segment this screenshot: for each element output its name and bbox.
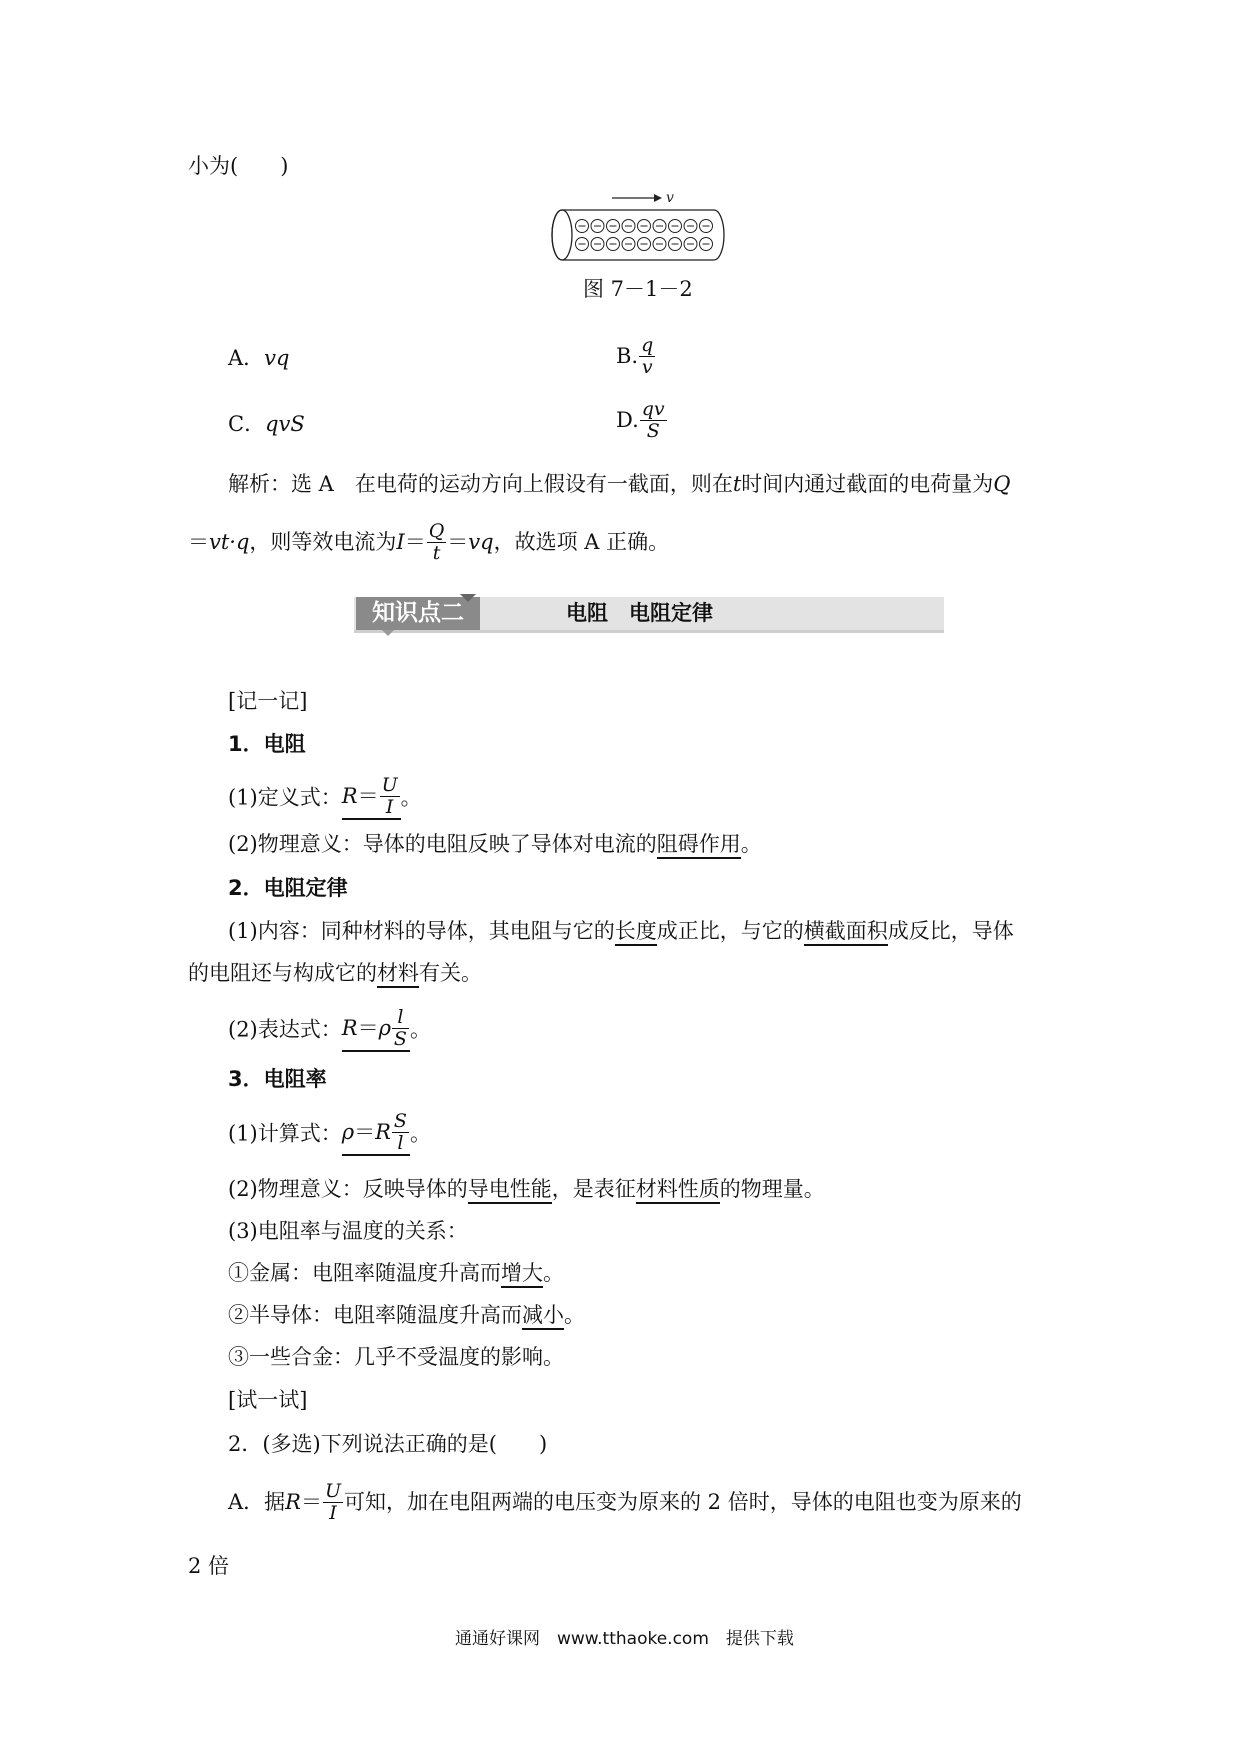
option-b-fraction: $\frac{q}{v}$ <box>641 334 654 378</box>
heading-resistance: 1．电阻 <box>228 732 306 756</box>
heading-resistance-law: 2．电阻定律 <box>228 876 348 900</box>
resistivity-temperature: (3)电阻率与温度的关系： <box>228 1219 468 1243</box>
option-d-label: D. <box>616 408 639 432</box>
law-content-line-2: 的电阻还与构成它的材料有关。 <box>188 963 482 984</box>
analysis-line-1: 解析：选 A 在电荷的运动方向上假设有一截面，则在t时间内通过截面的电荷量为Q <box>228 472 1011 496</box>
figure-caption: 图 7－1－2 <box>583 277 693 301</box>
question-2: 2．(多选)下列说法正确的是( ) <box>228 1432 548 1456</box>
section-badge: 知识点二 <box>356 597 480 630</box>
law-formula: R＝ρ $\frac{l}{S}$ <box>342 1008 410 1052</box>
badge-tail-decoration <box>382 630 394 636</box>
question-stem-tail: 小为( ) <box>188 154 289 178</box>
law-expression: (2)表达式：R＝ρ $\frac{l}{S}$ 。 <box>228 1006 431 1050</box>
option-c[interactable] <box>228 414 305 435</box>
analysis-fraction: $\frac{Q}{t}$ <box>428 520 445 564</box>
option-d-fraction: $\frac{qv}{S}$ <box>641 398 665 442</box>
analysis-line-2: ＝vt·q，则等效电流为I＝ $\frac{Q}{t}$ ＝vq，故选项 A 正确。 <box>188 520 670 564</box>
option-b-label: B. <box>616 344 639 368</box>
heading-resistivity: 3．电阻率 <box>228 1067 327 1091</box>
question-2-option-a-cont: 2 倍 <box>188 1554 230 1578</box>
remember-heading: [记一记] <box>228 689 308 713</box>
option-d[interactable] <box>616 400 668 441</box>
resistivity-formula: ρ＝R $\frac{S}{l}$ <box>342 1112 410 1156</box>
option-c-label: C． <box>228 412 266 436</box>
velocity-label: v <box>666 190 674 206</box>
resistivity-meaning: (2)物理意义：反映导体的导电性能，是表征材料性质的物理量。 <box>228 1179 825 1200</box>
resistance-meaning: (2)物理意义：导体的电阻反映了导体对电流的阻碍作用。 <box>228 834 762 855</box>
law-content-line-1: (1)内容：同种材料的导体，其电阻与它的长度成正比，与它的横截面积成反比，导体 <box>228 921 1014 942</box>
resistivity-metal: ①金属：电阻率随温度升高而增大。 <box>228 1263 564 1284</box>
resistance-definition: (1)定义式：R＝ $\frac{U}{I}$ 。 <box>228 774 422 818</box>
option-a-label: A． <box>228 346 265 370</box>
option-c-expr: qvS <box>265 412 305 436</box>
badge-corner-decoration <box>460 594 476 602</box>
footer-text: 通通好课网 www.tthaoke.com 提供下载 <box>455 1629 794 1649</box>
option-b[interactable] <box>616 336 656 377</box>
resistivity-calc: (1)计算式：ρ＝R $\frac{S}{l}$ 。 <box>228 1110 431 1154</box>
conductor-figure <box>548 186 728 262</box>
option-a-expr: vq <box>264 346 290 370</box>
charge-group <box>576 220 713 251</box>
option-a[interactable] <box>228 348 289 369</box>
resistivity-alloy: ③一些合金：几乎不受温度的影响。 <box>228 1345 564 1369</box>
question-2-option-a[interactable]: A．据R＝ $\frac{U}{I}$ 可知，加在电阻两端的电压变为原来的 2 倍时，导体的电阻也变为原来的 <box>228 1480 1022 1524</box>
try-heading: [试一试] <box>228 1388 308 1412</box>
resistance-formula: R＝ $\frac{U}{I}$ <box>342 776 401 820</box>
section-title: 电阻 电阻定律 <box>566 601 713 625</box>
resistivity-semiconductor: ②半导体：电阻率随温度升高而减小。 <box>228 1305 585 1326</box>
